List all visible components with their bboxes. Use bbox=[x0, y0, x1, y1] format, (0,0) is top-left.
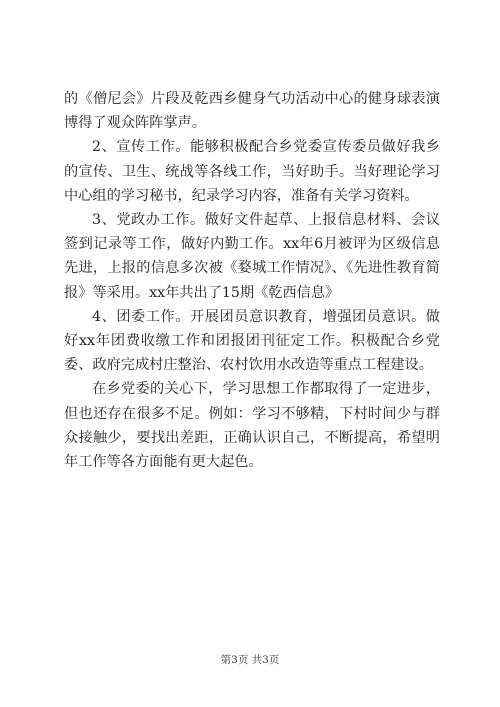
paragraph-youth-league-work: 4、团委工作。开展团员意识教育，增强团员意识。做好xx年团费收缴工作和团报团刊征定工作。积极配合乡党委、政府完成村庄整治、农村饮用水改造等重点工程建设。 bbox=[64, 308, 440, 374]
paragraph-office-work: 3、党政办工作。做好文件起草、上报信息材料、会议签到记录等工作，做好内勤工作。xx年6月被评为区级信息先进，上报的信息多次被《婺城工作情况》、《先进性教育简报》等采用。xx年共出了15期《乾西信息》 bbox=[64, 212, 440, 301]
document-body bbox=[64, 87, 440, 474]
paragraph-publicity-work: 2、宣传工作。能够积极配合乡党委宣传委员做好我乡的宣传、卫生、统战等各线工作，当好助手。当好理论学习中心组的学习秘书，纪录学习内容，准备有关学习资料。 bbox=[64, 139, 440, 204]
page-footer: 第3页 共3页 bbox=[220, 654, 280, 666]
paragraph-summary: 在乡党委的关心下，学习思想工作都取得了一定进步，但也还存在很多不足。例如：学习不够精，下村时间少与群众接触少，要找出差距，正确认识自己，不断提高，希望明年工作等各方面能有更大起色。 bbox=[64, 381, 440, 471]
paragraph-continuation: 的《僧尼会》片段及乾西乡健身气功活动中心的健身球表演博得了观众阵阵掌声。 bbox=[64, 91, 440, 132]
